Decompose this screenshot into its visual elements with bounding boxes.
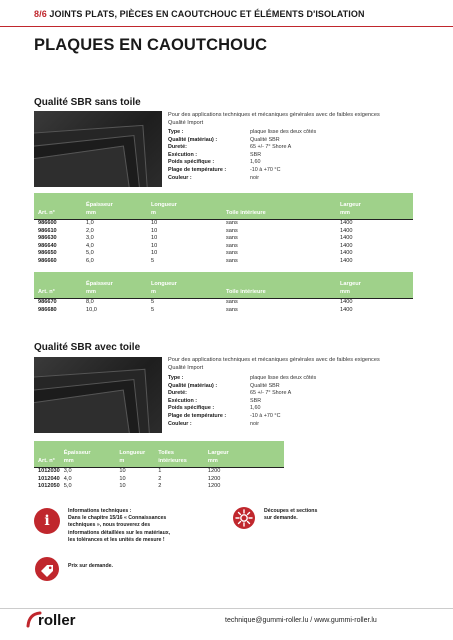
section1-specs (168, 129, 316, 182)
col-header: Largeur mm (204, 441, 284, 468)
tech-info (68, 508, 178, 544)
table-cell: 3,0 (82, 235, 147, 243)
table-cell: 10 (151, 227, 158, 234)
section2-specs (168, 375, 316, 428)
table-cell: sans (226, 227, 238, 234)
table-row (34, 228, 413, 236)
table-cell: 1400 (340, 257, 353, 264)
spec-row: Type : plaque lisse des deux côtés (168, 375, 317, 381)
table-cell: 5 (147, 299, 222, 307)
table-row (34, 243, 413, 251)
table-cell: 2 (158, 475, 162, 482)
table-cell: 5,0 (60, 483, 116, 491)
tech-info-body: Dans le chapitre 15/16 « Connaissances techniques », nous trouverez des informations détaillées sur les matériaux, les tolérances et les unités de mesure ! (68, 515, 171, 543)
section2-intro (168, 357, 438, 372)
table-cell: 10 (115, 483, 154, 491)
col-header: Toile intérieure (222, 193, 336, 220)
section2-intro-line2: Qualité Import (168, 364, 204, 371)
section1-intro (168, 112, 438, 127)
col-header: Art. n° (34, 272, 82, 299)
table-cell: 10 (147, 220, 222, 228)
table-cell: 2 (154, 483, 204, 491)
table-cell: 986640 (38, 242, 57, 249)
table-cell: 1400 (340, 242, 353, 249)
table-row (34, 468, 284, 476)
table-cell: 1200 (204, 468, 284, 476)
spec-row: Dureté: 65 +/- 7° Shore A (168, 144, 292, 151)
table-cell: 1012030 (34, 468, 60, 476)
table-cell: 1400 (336, 299, 413, 307)
table-cell: 5,0 (82, 250, 147, 258)
footer-contact: technique@gummi-roller.lu / www.gummi-roller.lu (225, 617, 377, 624)
spec-row: Couleur : noir (168, 174, 259, 181)
spec-row: Plage de température : -10 à +70 °C (168, 166, 281, 173)
table-cell: 1400 (336, 235, 413, 243)
rubber-sheet-photo (34, 111, 162, 187)
table-cell: 1200 (207, 475, 221, 482)
table-cell: 1,0 (82, 220, 147, 228)
col-header: Épaisseur mm (82, 272, 147, 299)
table-cell: 5 (151, 257, 155, 264)
table-row (34, 258, 413, 266)
table-cell: sans (226, 257, 238, 264)
col-header: Longueur m (115, 441, 154, 468)
spec-row: Qualité (matériau) : Qualité SBR (168, 136, 280, 143)
spec-row: Poids spécifique : 1,60 (168, 159, 261, 166)
col-header: Art. n° (34, 441, 60, 468)
table-row (34, 307, 413, 315)
table-cell: 986680 (38, 306, 57, 313)
col-header: Largeur mm (336, 272, 413, 299)
section1-intro-line2: Qualité Import (168, 119, 204, 126)
table-row (34, 235, 413, 243)
col-header: Largeur mm (336, 193, 413, 220)
spec-row: Plage de température : -10 à +70 °C (168, 412, 281, 419)
footer-divider (0, 608, 453, 609)
table-header-row (34, 272, 413, 299)
chapter-heading (34, 9, 365, 19)
spec-row: Poids spécifique : 1,60 (168, 405, 261, 412)
table-cell: 3,0 (60, 468, 116, 476)
table-cell: sans (222, 250, 336, 258)
section1-intro-line1: Pour des applications techniques et mécaniques générales avec de faibles exigences (168, 112, 380, 118)
table-cell: 1400 (336, 250, 413, 258)
price-info: Prix sur demande. (68, 563, 113, 569)
table-cell: sans (222, 235, 336, 243)
table-cell: 986670 (34, 299, 82, 307)
cut-info: Découpes et sections sur demande. (264, 508, 318, 522)
table-cell: 10 (147, 250, 222, 258)
spec-row: Dureté: 65 +/- 7° Shore A (168, 390, 292, 397)
info-icon: i (34, 508, 60, 534)
table-cell: sans (226, 306, 238, 313)
table-cell: 10 (115, 468, 154, 476)
table-cell: 4,0 (63, 475, 72, 482)
table-cell: sans (222, 220, 336, 228)
table-cell: 986630 (34, 235, 82, 243)
table-cell: 1012040 (38, 475, 60, 482)
table-cell: 10 (151, 242, 158, 249)
spec-row: Qualité (matériau) : Qualité SBR (168, 382, 280, 389)
table-cell: 10,0 (86, 306, 97, 313)
section2-table (34, 441, 284, 491)
section1-table-2 (34, 272, 413, 314)
chapter-number: 8/6 (34, 9, 47, 19)
page-title: PLAQUES EN CAOUTCHOUC (34, 36, 268, 54)
table-cell: 1400 (336, 220, 413, 228)
roller-logo (26, 610, 96, 628)
section1-title: Qualité SBR sans toile (34, 97, 141, 108)
table-cell: sans (222, 299, 336, 307)
table-cell: 2,0 (86, 227, 94, 234)
spec-row: Exécution : SBR (168, 151, 262, 158)
table-row (34, 483, 284, 491)
table-row (34, 250, 413, 258)
table-cell: 1400 (340, 306, 353, 313)
table-cell: 986650 (34, 250, 82, 258)
col-header: Toiles intérieures (154, 441, 204, 468)
spec-row: Type : plaque lisse des deux côtés (168, 129, 317, 135)
price-tag-icon (34, 556, 60, 582)
spec-row: Exécution : SBR (168, 397, 262, 404)
table-cell: 1 (154, 468, 204, 476)
rubber-sheet-fabric-photo (34, 357, 162, 433)
table-header-row (34, 193, 413, 220)
svg-text:roller: roller (38, 612, 76, 628)
table-row (34, 476, 284, 484)
table-cell: 1012050 (34, 483, 60, 491)
table-cell: 986660 (38, 257, 57, 264)
table-cell: 10 (119, 475, 126, 482)
section2-title: Qualité SBR avec toile (34, 342, 141, 353)
saw-blade-icon (232, 506, 256, 530)
col-header: Longueur m (147, 272, 222, 299)
col-header: Toile intérieure (222, 272, 336, 299)
table-cell: 8,0 (82, 299, 147, 307)
table-row (34, 220, 413, 228)
table-cell: 986600 (34, 220, 82, 228)
table-cell: 4,0 (86, 242, 94, 249)
spec-row: Couleur : noir (168, 420, 259, 427)
col-header: Art. n° (34, 193, 82, 220)
table-cell: sans (226, 242, 238, 249)
table-cell: 1200 (204, 483, 284, 491)
section1-table (34, 193, 413, 266)
table-cell: 5 (151, 306, 155, 313)
table-cell: 1400 (340, 227, 353, 234)
table-row (34, 299, 413, 307)
col-header: Épaisseur mm (60, 441, 116, 468)
table-header-row (34, 441, 284, 468)
tech-info-title: Informations techniques : (68, 508, 132, 514)
chapter-title: JOINTS PLATS, PIÈCES EN CAOUTCHOUC ET ÉLÉMENTS D'ISOLATION (49, 9, 365, 19)
table-cell: 6,0 (86, 257, 94, 264)
section2-intro-line1: Pour des applications techniques et mécaniques générales avec de faibles exigences (168, 357, 380, 363)
col-header: Longueur m (147, 193, 222, 220)
col-header: Épaisseur mm (82, 193, 147, 220)
table-cell: 10 (147, 235, 222, 243)
table-cell: 986610 (38, 227, 57, 234)
